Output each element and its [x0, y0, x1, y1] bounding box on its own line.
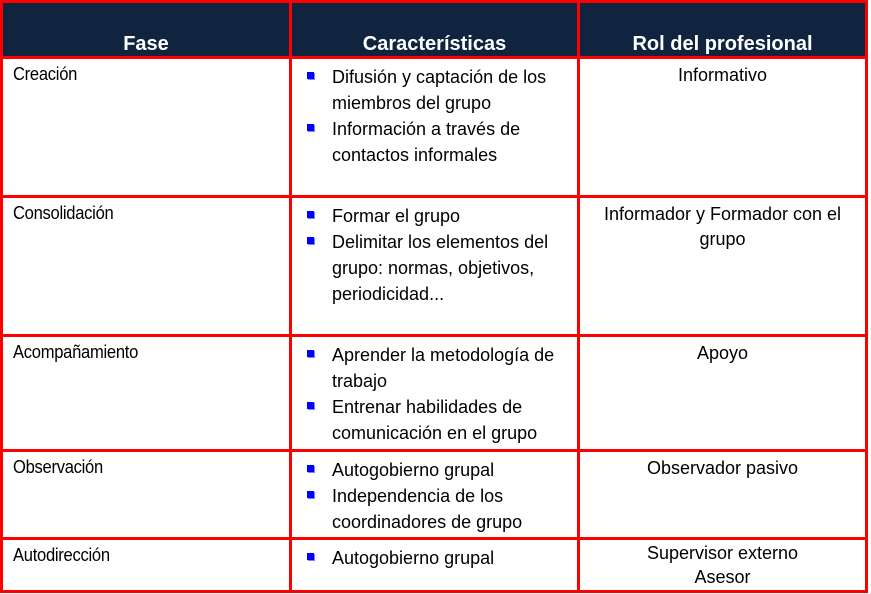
square-bullet-icon [307, 237, 314, 244]
rol-label-line-1: Supervisor externo [646, 543, 799, 563]
table-row-autodireccion-rol [580, 540, 865, 590]
square-bullet-icon [307, 553, 314, 560]
border-left [0, 0, 3, 593]
list-item [292, 342, 577, 394]
list-item-text: Difusión y captación de los miembros del grupo [332, 67, 547, 113]
header-fase [3, 3, 289, 56]
fase-label: Autodirección [13, 545, 110, 565]
list-item [292, 203, 577, 229]
table-row-autodireccion-fase [3, 540, 289, 590]
table-row-acompanamiento-caracteristicas [292, 337, 577, 449]
list-item [292, 394, 577, 446]
list-item [292, 229, 577, 307]
border-right [865, 0, 868, 593]
list-item-text: Entrenar habilidades de comunicación en el grupo [332, 397, 538, 443]
divider-header [0, 56, 868, 59]
fase-label: Creación [13, 64, 78, 84]
divider-col-1 [289, 0, 292, 593]
list-item [292, 64, 577, 116]
list-item-text: Autogobierno grupal [332, 460, 495, 480]
divider-row-2 [0, 334, 868, 337]
fase-label: Observación [13, 457, 103, 477]
table-row-autodireccion-caracteristicas [292, 540, 577, 590]
header-rol [580, 3, 865, 56]
square-bullet-icon [307, 491, 314, 498]
square-bullet-icon [307, 72, 314, 79]
rol-label: Informador y Formador con el grupo [603, 204, 842, 249]
rol-label: Informativo [677, 65, 768, 85]
square-bullet-icon [307, 211, 314, 218]
list-item-text: Autogobierno grupal [332, 548, 495, 568]
list-item-text: Delimitar los elementos del grupo: normas, objetivos, periodicidad... [332, 232, 549, 304]
list-item [292, 116, 577, 168]
fase-label: Consolidación [13, 203, 114, 223]
table-row-consolidacion-rol [580, 198, 865, 334]
list-item [292, 483, 577, 535]
table-row-acompanamiento-rol [580, 337, 865, 449]
border-bottom [0, 590, 868, 593]
table-row-observacion-caracteristicas [292, 452, 577, 537]
list-item-text: Formar el grupo [332, 206, 461, 226]
header-rol-label: Rol del profesional [632, 33, 813, 55]
square-bullet-icon [307, 350, 314, 357]
rol-label-line-2: Asesor [694, 567, 751, 587]
rol-label: Apoyo [696, 343, 749, 363]
divider-row-1 [0, 195, 868, 198]
header-fase-label: Fase [123, 33, 169, 55]
divider-col-2 [577, 0, 580, 593]
square-bullet-icon [307, 465, 314, 472]
table-row-observacion-rol [580, 452, 865, 537]
list-item-text: Información a través de contactos informales [332, 119, 521, 165]
header-caracteristicas [292, 3, 577, 56]
list-item [292, 457, 577, 483]
divider-row-3 [0, 449, 868, 452]
table-row-creacion-caracteristicas [292, 59, 577, 195]
table-row-acompanamiento-fase [3, 337, 289, 449]
square-bullet-icon [307, 402, 314, 409]
table-row-observacion-fase [3, 452, 289, 537]
divider-row-4 [0, 537, 868, 540]
list-item-text: Aprender la metodología de trabajo [332, 345, 555, 391]
table-row-creacion-rol [580, 59, 865, 195]
list-item-text: Independencia de los coordinadores de grupo [332, 486, 523, 532]
border-top [0, 0, 868, 3]
header-caracteristicas-label: Características [362, 33, 507, 55]
rol-label: Observador pasivo [646, 458, 799, 478]
table-row-consolidacion-fase [3, 198, 289, 334]
fase-label: Acompañamiento [13, 342, 139, 362]
table-row-creacion-fase [3, 59, 289, 195]
table-row-consolidacion-caracteristicas [292, 198, 577, 334]
list-item [292, 545, 577, 571]
square-bullet-icon [307, 124, 314, 131]
